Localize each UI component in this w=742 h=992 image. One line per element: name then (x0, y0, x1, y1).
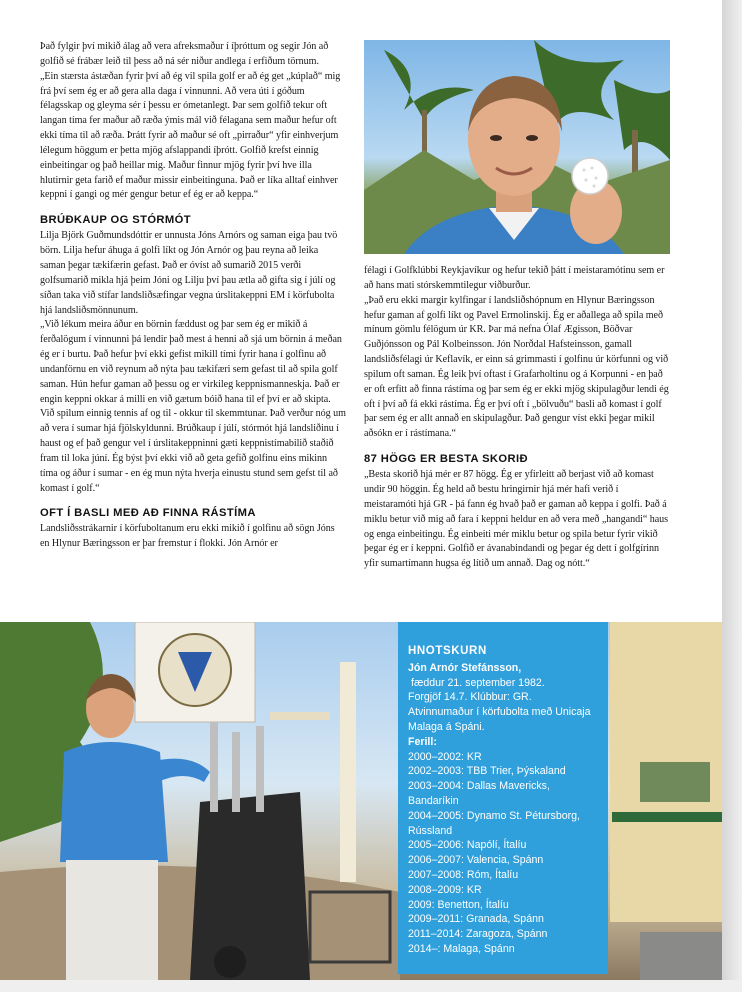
career-item: 2005–2006: Napólí, Ítalíu (408, 839, 527, 852)
career-item: 2004–2005: Dynamo St. Pétursborg, Rússland (408, 809, 580, 837)
fact-box-born: fæddur 21. september 1982. (411, 676, 545, 689)
wedding-paragraph-2: „Við lékum meira áður en börnin fæddust og þar sem ég er mikið á ferðalögum í vinnunni þá lendir það mest á henni að sjá um börnin á meðan ég er í burtu. Það hefur því ekki gefist mikill tími fyrir hana í golfinu að undanförnu en við reynum að nýta þau tækifæri sem gefast til að spila golf saman. Hún hefur gaman að þessu og er virkileg keppnismanneskja. Það er engin keppni okkar á milli en við gætum bóið hana til ef því er að skipta. Við spilum einnig tennis af og til - okkur til skemmtunar. Það verður nóg um að vera í sumar hjá fjölskyldunni. Brúðkaup í júlí, stórmót hjá landsliðinu í haust og ef það gengur vel í úrslitakeppninni gæti keppnistímabilið staðið fram til loka júní. Ég býst því ekki við að geta gefið golfinu eins mikinn tíma og áður í sumar - en ég mun nýta hverja einustu stund sem gefst til að komast í golf.“ (40, 319, 346, 494)
photo-man-holding-golf-ball (364, 40, 670, 254)
section-heading-rastima: OFT Í BASLI MEÐ AÐ FINNA RÁSTÍMA (40, 507, 256, 520)
career-item: 2003–2004: Dallas Mavericks, Bandaríkin (408, 780, 550, 807)
section-heading-score: 87 HÖGG ER BESTA SKORIÐ (364, 453, 528, 466)
career-item: 2014–: Malaga, Spánn (408, 942, 515, 955)
intro-paragraph-2: „Ein stærsta ástæðan fyrir því að ég vil spila golf er að ég get „kúplað“ mig frá því sem ég er að gera alla daga í vinnunni. Að vera úti í góðum félagsskap og gleyma sér í þessu er ómetanlegt. Þar sem golfið tekur oft langan tíma fer maður að ræða ýmis mál við félagana sem maður hefur oft ekki tíma til að ræða. Þrátt fyrir að maður sé oft „pirraður“ yfir einhverjum lélegum höggum er þetta mjög afslappandi íþrótt. Golfið krefst einnig einbeitingar og það heillar mig. Maður finnur mjög fyrir því hve illa hlutirnir geta farið ef maður missir einbeitinguna. Það er líka alltaf einhver keppni í gangi og mér gengur betur ef ég er að keppa.“ (40, 70, 341, 201)
page-edge-shadow (722, 0, 742, 992)
career-item: 2009–2011: Granada, Spánn (408, 913, 544, 926)
right-paragraph-1: félagi í Golfklúbbi Reykjavíkur og hefur tekið þátt í meistaramótinu sem er að hans mati stórskemmtilegur viðburður. (364, 265, 665, 291)
fact-box-title: HNOTSKURN (408, 645, 487, 657)
rastima-paragraph: Landsliðsstrákarnir í körfuboltanum eru ekki mikið í golfinu að sögn Jóns en Hlynur Bæringsson er þar fremstur í flokki. Jón Arnór er (40, 523, 335, 550)
career-item: 2009: Benetton, Ítalíu (408, 898, 509, 911)
career-item: 2011–2014: Zaragoza, Spánn (408, 928, 548, 941)
portrait-illustration (364, 40, 670, 254)
fact-box-career-label: Ferill: (408, 735, 437, 748)
career-item: 2008–2009: KR (408, 883, 482, 896)
wedding-paragraph-1: Lilja Björk Guðmundsdóttir er unnusta Jóns Arnórs og saman eiga þau tvö börn. Lilja hefur áhuga á golfi líkt og Jón Arnór og þau reyna að leika saman þegar tækifærin gefast. Það er óvíst að sumarið 2015 verði golfsumarið mikla hjá þeim Jóni og Lilju því þau ætla að gifta sig í júlí og síðan taka við stífar landsliðsæfingar vegna úrslitakeppni EM í körfubolta hjá landsliðsmönnunum. (40, 230, 338, 316)
right-paragraph-2: „Það eru ekki margir kylfingar í landsliðshópnum en Hlynur Bæringsson hefur gaman af golfi líkt og Pavel Ermolinskij. Ég er aðallega að spila með mínum gömlu félögum úr KR. Þar má nefna Ólaf Ægisson, Böðvar Guðjónsson og Pál Kolbeinsson. Jón Norðdal Hafsteinsson, gamall landsliðsfélagi úr Keflavík, er einn sá grimmasti í golfinu úr körfunni og við spilum oft saman. Ég leik því oftast í Grafarholtinu og á Korpunni - en það er oft erfitt að finna rástíma og þar sem ég er ekki mjög skipulagður lendi ég oft í því að fá ekki rástíma. Ég er því oft í „bölvuðu“ basli að komast í golf þar sem ég er allt annað en skipulagður. Það gengur víst ekki þegar mikil aðsókn er í rástímana.“ (364, 294, 669, 440)
fact-box-name: Jón Arnór Stefánsson, (408, 661, 522, 674)
intro-paragraph-1: Það fylgir því mikið álag að vera afreksmaður í íþróttum og segir Jón að golfið sé frábær leið til þess að ná sér niður andlega í erfiðum törnum. (40, 41, 329, 67)
fact-box-hnotskurn (398, 622, 608, 974)
career-item: 2006–2007: Valencia, Spánn (408, 854, 544, 867)
golf-ball-icon (572, 158, 608, 194)
left-text-column (40, 40, 346, 552)
career-item: 2002–2003: TBB Trier, Þýskaland (408, 765, 566, 778)
right-text-column (364, 264, 670, 572)
photo-man-with-golf-bag (0, 622, 722, 980)
page-bottom-edge (0, 980, 742, 992)
score-paragraph: „Besta skorið hjá mér er 87 högg. Ég er yfirleitt að berjast við að komast undir 90 höggin. Ég held að bestu hringirnir hjá mér hafi verið í meistaramóti hjá GR - þá fann ég hvað það er gaman að keppa í golfi. Það á miklu betur við mig að fara í keppni heldur en að vera með „hangandi“ haus og enga einbeitingu. Ég einbeiti mér miklu betur og spila betur fyrir vikið þegar ég er í keppni. Golfið er ávanabindandi og þegar ég dett í golfgírinn yfir sumartímann hugsa ég lítið um annað. Dag og nótt.“ (364, 469, 669, 570)
career-item: 2000–2002: KR (408, 750, 482, 763)
golf-scene-illustration (0, 622, 722, 980)
section-heading-wedding: BRÚÐKAUP OG STÓRMÓT (40, 214, 191, 227)
career-item: 2007–2008: Róm, Ítalíu (408, 868, 519, 881)
fact-box-details: Forgjöf 14.7. Klúbbur: GR. Atvinnumaður í körfubolta með Unicaja Malaga á Spáni. (408, 691, 591, 733)
